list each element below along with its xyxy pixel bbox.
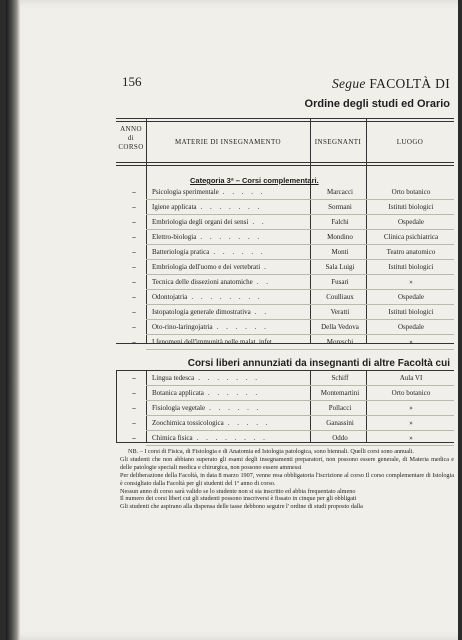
materia-text: Igiene applicata [152,203,197,211]
cell-luogo: Aula VI [399,374,423,382]
running-header [332,76,450,92]
cell-insegnante: Pollacci [328,404,352,412]
materia-text: I fenomeni dell'immunità nelle malat. infet. [152,338,274,346]
column-header-materie: MATERIE DI INSEGNAMENTO [175,138,281,146]
cell-anno: – [132,308,136,316]
footnote: Per deliberazione della Facoltà, in data 8 marzo 1907, venne resa obbligatoria l'iscrizione al corso Il corso complementare di Istologia è consigliato dalla Facoltà per gli studenti del 1º anno di corso. [120,471,454,487]
leader-dots: . . . . . . [216,323,269,331]
cell-luogo: Orto botanico [391,389,431,397]
row-divider [146,349,454,350]
cell-anno: – [132,434,136,442]
free-courses-bottom-rule [116,442,454,443]
cell-luogo: Istituti biologici [388,203,434,211]
materia-text: Istopatologia generale dimostrativa [152,308,251,316]
cell-luogo: » [409,338,413,346]
leader-dots: . . . . . . [213,248,266,256]
table-header-rule-2 [116,165,454,166]
cell-materia [152,338,282,346]
cell-insegnante: Schiff [331,374,349,382]
free-courses-title: Corsi liberi annunziati da insegnanti di altre Facoltà cui [187,358,450,369]
book-page [6,0,458,640]
cell-materia [152,263,269,271]
cell-luogo: Orto botanico [391,188,431,196]
leader-dots: . . [256,278,272,286]
materia-text: Chimica fisica [152,434,193,442]
cell-anno: – [132,419,136,427]
materia-text: Zoochimica tossicologica [152,419,224,427]
header-line: di [127,134,135,142]
leader-dots: . . . . . . [209,404,262,412]
cell-luogo: Istituti biologici [388,263,434,271]
cell-luogo: Clinica psichiatrica [383,233,439,241]
cell-anno: – [132,263,136,271]
page-number: 156 [122,74,142,89]
cell-luogo: Ospedale [397,323,425,331]
cell-materia [152,278,271,286]
table-header-rule [116,162,454,163]
cell-insegnante: Oddo [332,434,348,442]
section-title: Ordine degli studi ed Orario [304,98,450,110]
footnotes [120,448,454,511]
cell-materia [152,389,260,397]
cell-luogo: Istituti biologici [388,308,434,316]
cell-materia [152,434,268,442]
column-header-anno [116,125,146,152]
leader-dots: . . [254,308,269,316]
cell-materia [152,233,262,241]
column-header-luogo: LUOGO [396,138,424,146]
cell-materia [152,203,262,211]
cell-insegnante: Marcacci [326,188,354,196]
cell-insegnante: Della Vedova [321,323,359,331]
cell-insegnante: Fusari [331,278,349,286]
leader-dots: . . . . . . . . [196,434,268,442]
materia-text: Fisiologia vegetale [152,404,206,412]
cell-luogo: » [409,404,413,412]
table-bottom-rule [116,343,454,344]
footnote: Il numero dei corsi liberi cui gli studenti possono inscriversi è fissato in cinque per gli obbligati [120,495,357,503]
cell-anno: – [132,188,136,196]
leader-dots: . . . . . . [207,389,261,397]
leader-dots: . . . . . . . [200,233,263,241]
cell-luogo: Ospedale [397,293,425,301]
cell-insegnante: Monti [331,248,349,256]
materia-text: Elettro-biologia [152,233,197,241]
cell-materia [152,188,265,196]
cell-anno: – [132,389,136,397]
cell-anno: – [132,233,136,241]
cell-anno: – [132,203,136,211]
footnote: Gli studenti che non abbiano superato gli esami degli insegnamenti preparatori, non possono essere generale, di Materia medica e delle patologie speciali medica e chirurgica, non possono essere ammessi [120,455,454,471]
table-top-rule [116,118,454,119]
leader-dots: . . . . . . . [200,203,263,211]
cell-materia [152,323,269,331]
materia-text: Psicologia sperimentale [152,188,219,196]
cell-luogo: » [409,419,413,427]
category-label: Categoria 3ª – Corsi complementari. [190,176,319,185]
footnote: NB. – I corsi di Fisica, di Fisiologia e di Anatomia ed Istologia patologica, sono biennali. Quelli corsi sono annuali. [128,448,414,455]
cell-anno: – [132,374,136,382]
cell-materia [152,404,261,412]
cell-insegnante: Ganassini [326,419,354,427]
cell-anno: – [132,404,136,412]
cell-anno: – [132,218,136,226]
cell-luogo: » [409,434,413,442]
header-line: ANNO [120,125,142,133]
leader-dots: . . . . . [222,188,266,196]
materia-text: Lingua tedesca [152,374,195,382]
leader-dots: . . . . . [227,419,271,427]
table-top-rule-2 [116,121,454,122]
materia-text: Botanica applicata [152,389,204,397]
materia-text: Tecnica delle dissezioni anatomiche [152,278,253,286]
cell-insegnante: Falchi [331,218,349,226]
leader-dots: . . [252,218,267,226]
book-binding [6,0,20,640]
running-header-segue: Segue [331,76,366,91]
cell-materia [152,248,266,256]
cell-materia [152,293,263,301]
cell-insegnante: Mondino [327,233,353,241]
cell-insegnante: Sala Luigi [325,263,355,271]
leader-dots: . [264,263,269,271]
materia-text: Batteriologia pratica [152,248,210,256]
materia-text: Embriologia dell'uomo e dei vertebrati [152,263,261,271]
running-header-title: FACOLTÀ DI [369,76,450,91]
footnote: Gli studenti che aspirano alla dispensa delle tasse debbono seguire l' ordine di studi proposto dalla [120,503,363,511]
cell-anno: – [132,293,136,301]
cell-anno: – [132,323,136,331]
cell-insegnante: Coulliaux [326,293,354,301]
cell-insegnante: Sormani [328,203,352,211]
leader-dots: . . . . . . . [198,374,260,382]
materia-text: Embriologia degli organi dei sensi [152,218,249,226]
leader-dots: . [277,338,283,346]
cell-luogo: Ospedale [397,218,425,226]
cell-insegnante: Montemartini [320,389,360,397]
cell-luogo: » [409,278,413,286]
cell-anno: – [132,338,136,346]
cell-materia [152,419,270,427]
cell-anno: – [132,248,136,256]
cell-materia [152,218,267,226]
row-divider [146,445,454,446]
leader-dots: . . . . . . . . [191,293,263,301]
cell-anno: – [132,278,136,286]
header-line: CORSO [118,143,144,151]
materia-text: Oto-rino-laringojatria [152,323,213,331]
cell-luogo: Teatro anatomico [386,248,436,256]
column-header-insegnanti: INSEGNANTI [314,138,362,146]
cell-insegnante: Moreschi [326,338,354,346]
cell-materia [152,374,260,382]
cell-materia [152,308,269,316]
cell-insegnante: Veratti [330,308,350,316]
materia-text: Odontojatria [152,293,188,301]
footnote: Nessun anno di corso sarà valido se lo studente non si sia inscritto ed abbia frequentato almeno [120,487,356,495]
